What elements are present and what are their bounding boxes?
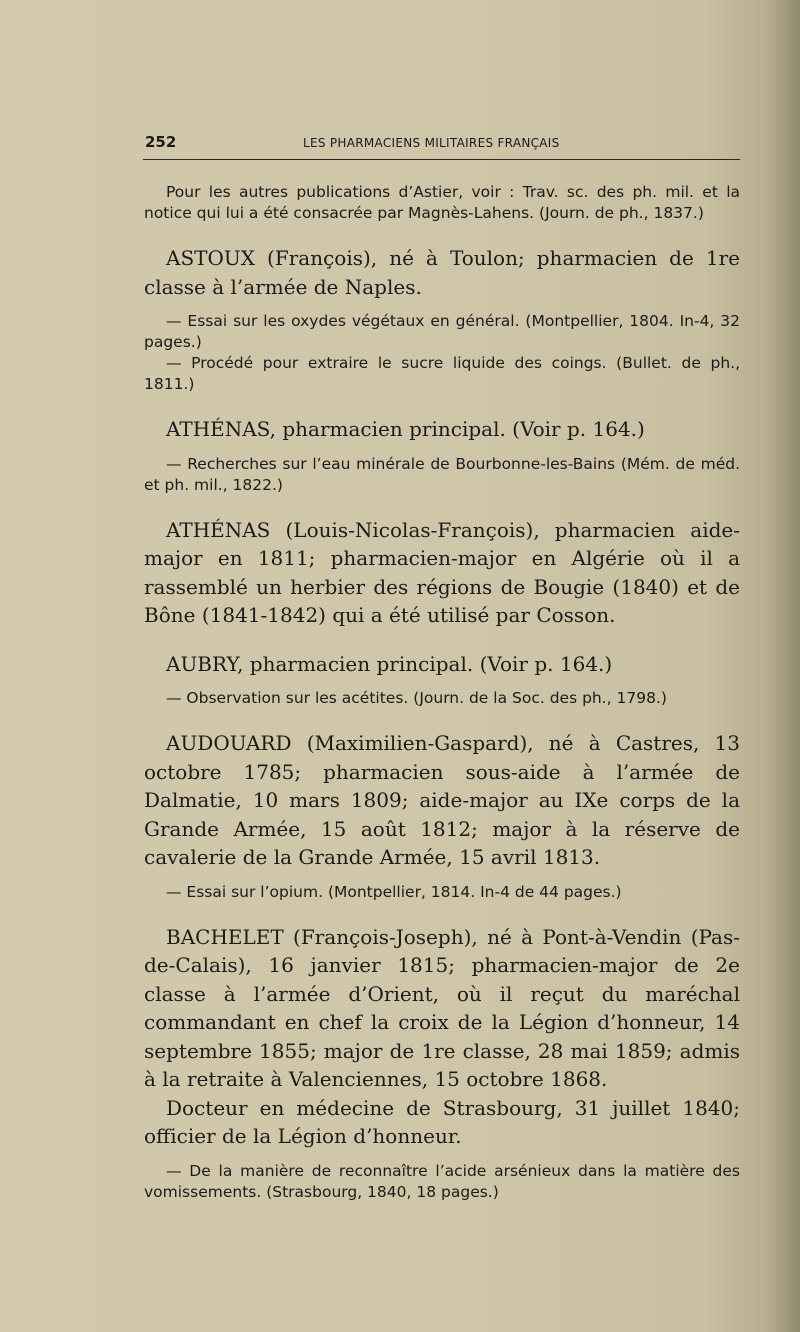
page-body	[144, 182, 740, 1203]
note-athenas-recherches: — Recherches sur l’eau minérale de Bourbonne-les-Bains (Mém. de méd. et ph. mil., 1822.)	[144, 454, 740, 494]
running-title: LES PHARMACIENS MILITAIRES FRANÇAIS	[303, 136, 560, 150]
note-audouard-opium: — Essai sur l’opium. (Montpellier, 1814. In-4 de 44 pages.)	[166, 882, 622, 901]
entry-athenas: ATHÉNAS, pharmacien principal. (Voir p. 164.)	[166, 417, 645, 441]
header-rule	[143, 159, 740, 160]
note-astier: Pour les autres publications d’Astier, voir : Trav. sc. des ph. mil. et la notice qui lui a été consacrée par Magnès-Lahens. (Journ. de ph., 1837.)	[144, 183, 740, 222]
note-astoux-essai: — Essai sur les oxydes végétaux en général. (Montpellier, 1804. In-4, 32 pages.)	[144, 312, 740, 351]
entry-athenas-louis: ATHÉNAS (Louis-Nicolas-François), pharmacien aide-major en 1811; pharmacien-major en Algérie où il a rassemblé un herbier des régions de Bougie (1840) et de Bône (1841-1842) qui a été utilisé par Cosson.	[144, 517, 740, 627]
note-aubry-observation: — Observation sur les acétites. (Journ. de la Soc. des ph., 1798.)	[166, 689, 667, 707]
entry-audouard: AUDOUARD (Maximilien-Gaspard), né à Castres, 13 octobre 1785; pharmacien sous-aide à l’armée de Dalmatie, 10 mars 1809; aide-major au IXe corps de la Grande Armée, 15 août 1812; major à la réserve de cavalerie de la Grande Armée, 15 avril 1813.	[144, 731, 740, 869]
entry-astoux: ASTOUX (François), né à Toulon; pharmacien de 1re classe à l’armée de Naples.	[144, 246, 740, 299]
note-astoux-procede: — Procédé pour extraire le sucre liquide des coings. (Bullet. de ph., 1811.)	[144, 354, 740, 393]
entry-bachelet: BACHELET (François-Joseph), né à Pont-à-Vendin (Pas-de-Calais), 16 janvier 1815; pharmacien-major de 2e classe à l’armée d’Orient, où il reçut du maréchal commandant en chef la croix de la Légion d’honneur, 14 septembre 1855; major de 1re classe, 28 mai 1859; admis à la retraite à Valenciennes, 15 octobre 1868.	[144, 924, 740, 1091]
page-number: 252	[145, 133, 177, 151]
note-bachelet-arsenieux: — De la manière de reconnaître l’acide arsénieux dans la matière des vomissements. (Strasbourg, 1840, 18 pages.)	[144, 1161, 740, 1201]
entry-bachelet-docteur: Docteur en médecine de Strasbourg, 31 juillet 1840; officier de la Légion d’honneur.	[144, 1095, 740, 1148]
entry-aubry: AUBRY, pharmacien principal. (Voir p. 164.)	[166, 651, 613, 676]
